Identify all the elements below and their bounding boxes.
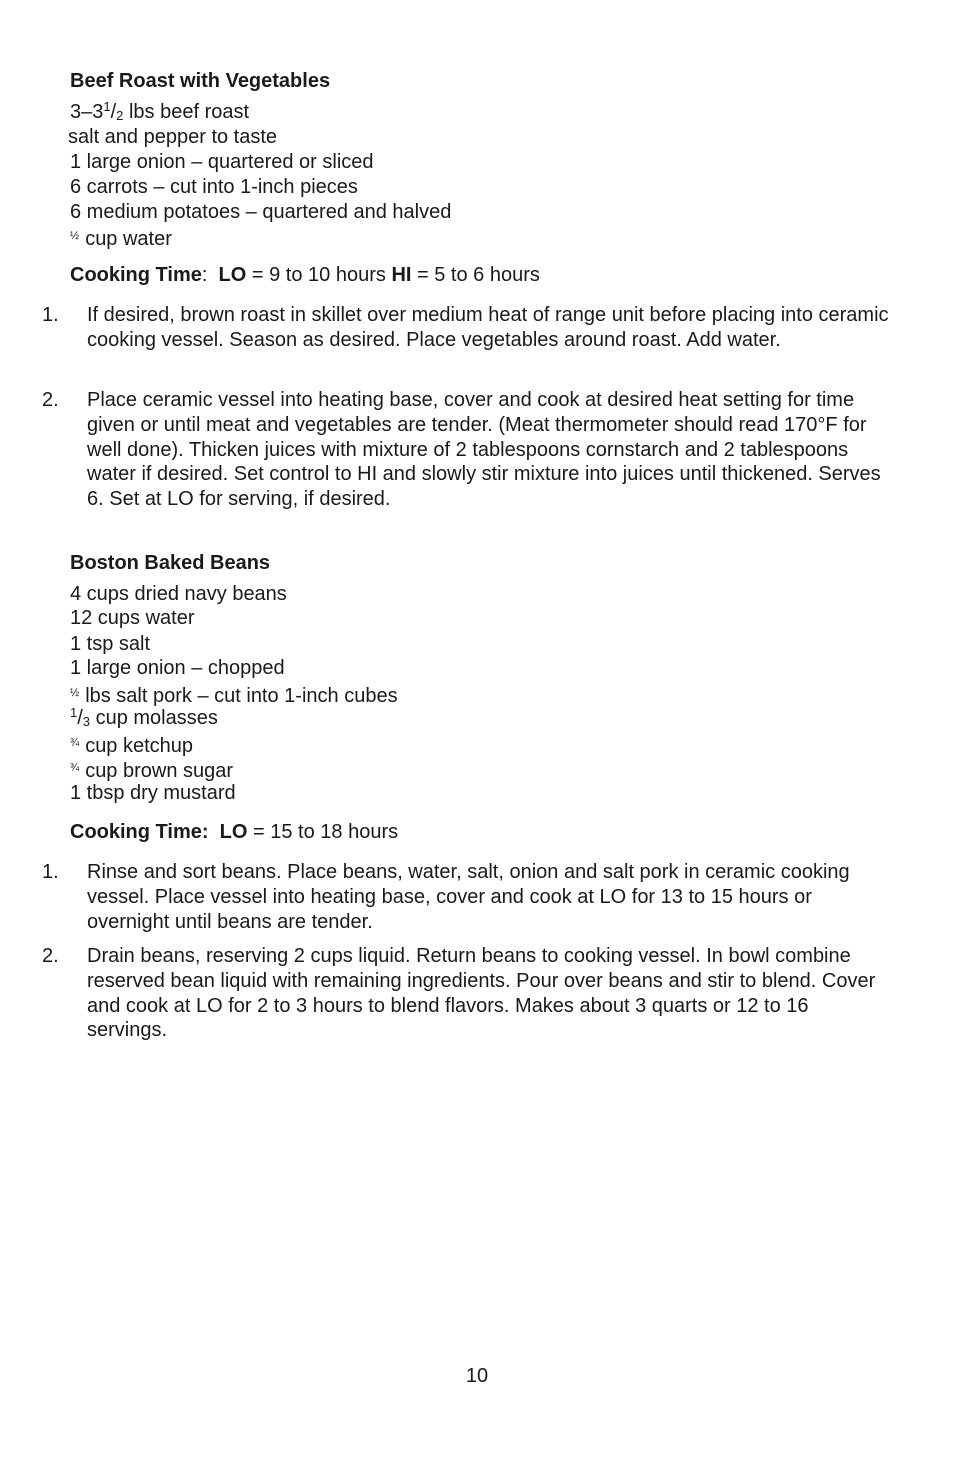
step-text: If desired, brown roast in skillet over medium heat of range unit before placing into ceramic cooking vessel. Season as desired. Place vegetables around roast. Add water.: [87, 304, 889, 351]
cooking-time: Cooking Time: LO = 15 to 18 hours: [70, 821, 399, 843]
ingredient-carrots: 6 carrots – cut into 1-inch pieces: [70, 176, 358, 198]
recipe-title: Beef Roast with Vegetables: [70, 70, 331, 92]
ingredient-molasses: $^1/_3$ cup molasses: [70, 705, 218, 729]
step-number: 2.: [42, 945, 59, 967]
recipe-title: Boston Baked Beans: [70, 552, 271, 574]
ingredient-salt-pork: $^{\frac{1}{2}}$ lbs salt pork – cut into 1-inch cubes: [70, 685, 398, 707]
ingredient-salt-pepper: salt and pepper to taste: [68, 126, 278, 148]
ingredient-dry-mustard: 1 tbsp dry mustard: [70, 782, 236, 804]
ingredient-salt: 1 tsp salt: [70, 633, 151, 655]
ingredient-brown-sugar: $^{\frac{3}{4}}$ cup brown sugar: [70, 760, 234, 782]
ingredient-onion: 1 large onion – chopped: [70, 657, 285, 679]
ingredient-navy-beans: 4 cups dried navy beans: [70, 583, 287, 605]
ingredient-beef-roast: $3-3^1/_2$ lbs beef roast: [70, 99, 250, 123]
ingredient-ketchup: $^{\frac{3}{4}}$ cup ketchup: [70, 735, 194, 757]
cooking-time: Cooking Time: LO = 9 to 10 hours HI = 5 to 6 hours: [70, 264, 540, 286]
step-text: Place ceramic vessel into heating base, cover and cook at desired heat setting for time given or until meat and vegetables are tender. (Meat thermometer should read 170°F for well done). Thicken juices with mixture of 2 tablespoons cornstarch and 2 tablespoons water if desired. Set control to HI and slowly stir mixture into juices until thickened. Serves 6. Set at LO for serving, if desired.: [87, 389, 881, 511]
ingredient-onion: 1 large onion – quartered or sliced: [70, 151, 374, 173]
step-text: Rinse and sort beans. Place beans, water, salt, onion and salt pork in ceramic cooking vessel. Place vessel into heating base, cover and cook at LO for 13 to 15 hours or overnight until beans are tender.: [87, 861, 850, 933]
ingredient-water: $^{\frac{1}{2}}$ cup water: [70, 228, 172, 250]
step-number: 1.: [42, 304, 59, 326]
step-number: 1.: [42, 861, 59, 883]
ingredient-water: 12 cups water: [70, 607, 195, 629]
step-text: Drain beans, reserving 2 cups liquid. Return beans to cooking vessel. In bowl combine reserved bean liquid with remaining ingredients. Pour over beans and stir to blend. Cover and cook at LO for 2 to 3 hours to blend flavors. Makes about 3 quarts or 12 to 16 servings.: [87, 945, 876, 1042]
page-number: 10: [465, 1365, 489, 1387]
ingredient-potatoes: 6 medium potatoes – quartered and halved: [70, 201, 452, 223]
step-number: 2.: [42, 389, 59, 411]
